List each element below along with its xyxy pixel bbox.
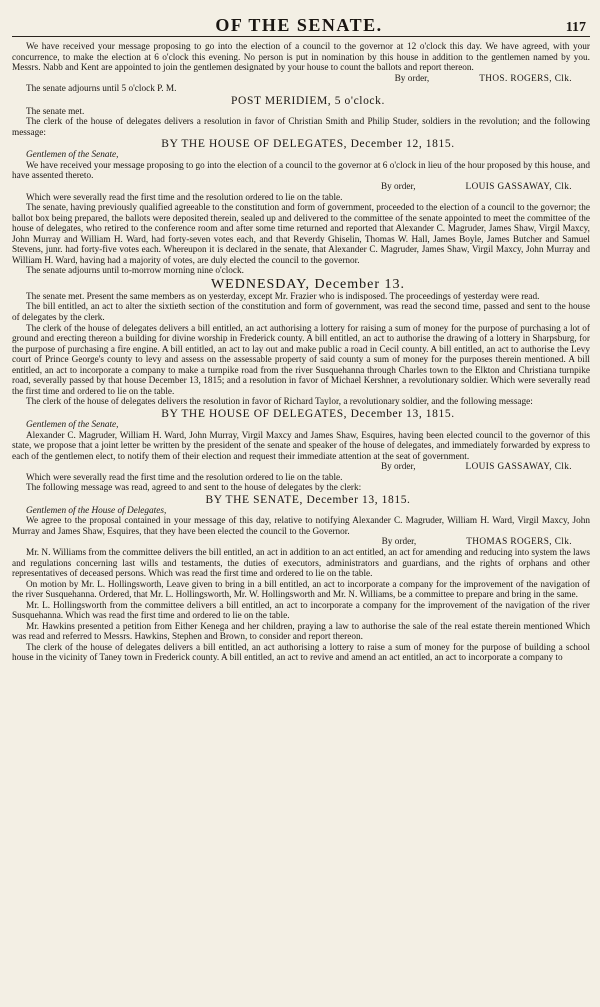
document-page xyxy=(8,0,592,1007)
signature-name: THOMAS ROGERS, Clk. xyxy=(466,537,572,548)
paragraph: Mr. L. Hollingsworth from the committee delivers a bill entitled, an act to incorporate a company for the improvement of the navigation of the river Susquehanna. Which was read the first time and ordered to lie on the table. xyxy=(12,600,590,622)
signature-line xyxy=(12,537,590,548)
page-number: 117 xyxy=(565,20,586,35)
signature-by-order: By order, xyxy=(394,73,430,84)
paragraph: Mr. N. Williams from the committee delivers the bill entitled, an act in addition to an act entitled, an act for amending and reducing into system the laws and regulations concerning last wills and testaments, the duties of executors, administrators and guardians, and the rights of orphans and other representatives of deceased persons. Which was read the first time and ordered to lie on the table. xyxy=(12,547,590,580)
paragraph: The senate met. xyxy=(26,106,85,117)
day-heading: WEDNESDAY, December 13. xyxy=(210,276,406,292)
salutation: Gentlemen of the Senate, xyxy=(26,419,119,430)
signature-by-order: By order, xyxy=(381,537,417,548)
body-text xyxy=(12,42,590,664)
paragraph: Which were severally read the first time and the resolution ordered to lie on the table. xyxy=(26,192,343,203)
signature-by-order: By order, xyxy=(380,182,416,193)
signature-name: THOS. ROGERS, Clk. xyxy=(479,73,572,84)
signature-name: LOUIS GASSAWAY, Clk. xyxy=(465,462,572,473)
section-heading: BY THE HOUSE OF DELEGATES, December 12, 1815. xyxy=(161,138,455,151)
paragraph: On motion by Mr. L. Hollingsworth, Leave given to bring in a bill entitled, an act to incorporate a company for the improvement of the navigation of the river Susquehanna. Ordered, that Mr. L. Hollingsworth, Mr. W. Hollingsworth and Mr. N. Williams, be a committee to prepare and bring in the same. xyxy=(12,579,590,601)
paragraph: We have received your message proposing to go into the election of a council to the governor at 12 o'clock this day. We have agreed, with your concurrence, to make the election at 6 o'clock this evening. No person is put in nomination by this house in addition to the gentlemen named by you. Messrs. Nabb and Kent are appointed to join the gentlemen designated by your house to count the ballots and report thereon. xyxy=(12,42,590,74)
paragraph: The clerk of the house of delegates delivers the resolution in favor of Richard Taylor, a revolutionary soldier, and the following message: xyxy=(26,397,533,408)
paragraph: Alexander C. Magruder, William H. Ward, John Murray, Virgil Maxcy and James Shaw, Esquires, having been elected council to the governor of this state, we propose that a joint letter be written by the president of the senate and speaker of the house of delegates, and immediately forwarded by express to each of the gentlemen elect, to notify them of their election and request their immediate attention at the seat of government. xyxy=(12,430,590,462)
section-heading: BY THE SENATE, December 13, 1815. xyxy=(205,493,411,506)
signature-name: LOUIS GASSAWAY, Clk. xyxy=(465,182,572,193)
signature-line xyxy=(12,74,590,85)
signature-line xyxy=(12,182,590,193)
paragraph: The clerk of the house of delegates delivers a bill entitled, an act authorising a lottery to raise a sum of money for the purpose of building a school house in the vicinity of Taney town in Frederick county. A bill entitled, an act to revive and amend an act entitled, an act to incorporate a company to xyxy=(12,642,590,664)
page-title: OF THE SENATE. xyxy=(215,15,383,35)
salutation: Gentlemen of the Senate, xyxy=(26,150,119,161)
paragraph: The senate, having previously qualified agreeable to the constitution and form of government, proceeded to the election of a council to the governor; the ballot box being prepared, the ballots were deposited therein, sealed up and delivered to the committee of the senate appointed to meet the committee of the house of delegates, who retired to the conference room and after some time returned and reported that Alexander C. Magruder, James Shaw, Virgil Maxcy, John Murray and William H. Ward, had forty-seven votes each, and that Reverdy Ghiselin, Thomas W. Hall, James Boyle, James Butcher and Samuel Stevens, junr. had forty-five votes each. Whereupon it is declared in the senate, that Alexander C. Magruder, James Shaw, Virgil Maxcy, John Murray and William H. Ward, having had a majority of votes, are duly elected the council to the governor. xyxy=(12,203,590,266)
paragraph: The senate met. Present the same members as on yesterday, except Mr. Frazier who is indisposed. The proceedings of yesterday were read. xyxy=(26,291,540,302)
paragraph: We have received your message proposing to go into the election of a council to the governor at 6 o'clock in lieu of the hour proposed by this house, and have assented thereto. xyxy=(12,160,590,182)
running-head xyxy=(12,6,590,37)
paragraph: We agree to the proposal contained in your message of this day, relative to notifying Alexander C. Magruder, William H. Ward, Virgil Maxcy, John Murray and James Shaw, Esquires, that they have been elected the council to the Governor. xyxy=(12,516,590,537)
signature-line xyxy=(12,462,590,473)
paragraph: Which were severally read the first time and the resolution ordered to lie on the table. xyxy=(26,472,343,483)
salutation: Gentlemen of the House of Delegates, xyxy=(26,505,167,516)
section-heading: BY THE HOUSE OF DELEGATES, December 13, 1815. xyxy=(161,407,455,420)
signature-by-order: By order, xyxy=(380,462,416,473)
paragraph: The senate adjourns until 5 o'clock P. M. xyxy=(26,84,177,95)
paragraph: The bill entitled, an act to alter the sixtieth section of the constitution and form of government, was read the second time, passed and sent to the house of delegates by the clerk. xyxy=(12,302,590,324)
paragraph: The senate adjourns until to-morrow morning nine o'clock. xyxy=(26,266,244,277)
section-heading: POST MERIDIEM, 5 o'clock. xyxy=(231,94,385,107)
paragraph: The clerk of the house of delegates delivers a resolution in favor of Christian Smith and Philip Studer, soldiers in the revolution; and the following message: xyxy=(12,117,590,138)
paragraph: The clerk of the house of delegates delivers a bill entitled, an act authorising a lottery for raising a sum of money for the purpose of purchasing a lot of ground and erecting thereon a building for divine worship in Frederick county. A bill entitled, an act to authorise the drawing of a lottery in Sharpsburg, for the purpose of purchasing a fire engine. A bill entitled, an act to lay out and make public a road in Cecil county. A bill entitled, an act to authorise the Levy court of Prince George's county to levy and assess on the assessable property of said county a sum of money for the purposes therein mentioned. A bill entitled, an act to incorporate a company to make a turnpike road from the river Susquehanna through Charles town to the Elkton and Christiana turnpike road, severally passed by that house December 13, 1815; and a resolution in favor of Michael Kershner, a revolutionary soldier. Which were severally read the first time and ordered to lie on the table. xyxy=(12,323,590,397)
paragraph: Mr. Hawkins presented a petition from Either Kenega and her children, praying a law to authorise the sale of the real estate therein mentioned Which was read and referred to Messrs. Hawkins, Stephen and Brown, to consider and report thereon. xyxy=(12,621,590,643)
paragraph: The following message was read, agreed to and sent to the house of delegates by the clerk: xyxy=(26,483,362,494)
